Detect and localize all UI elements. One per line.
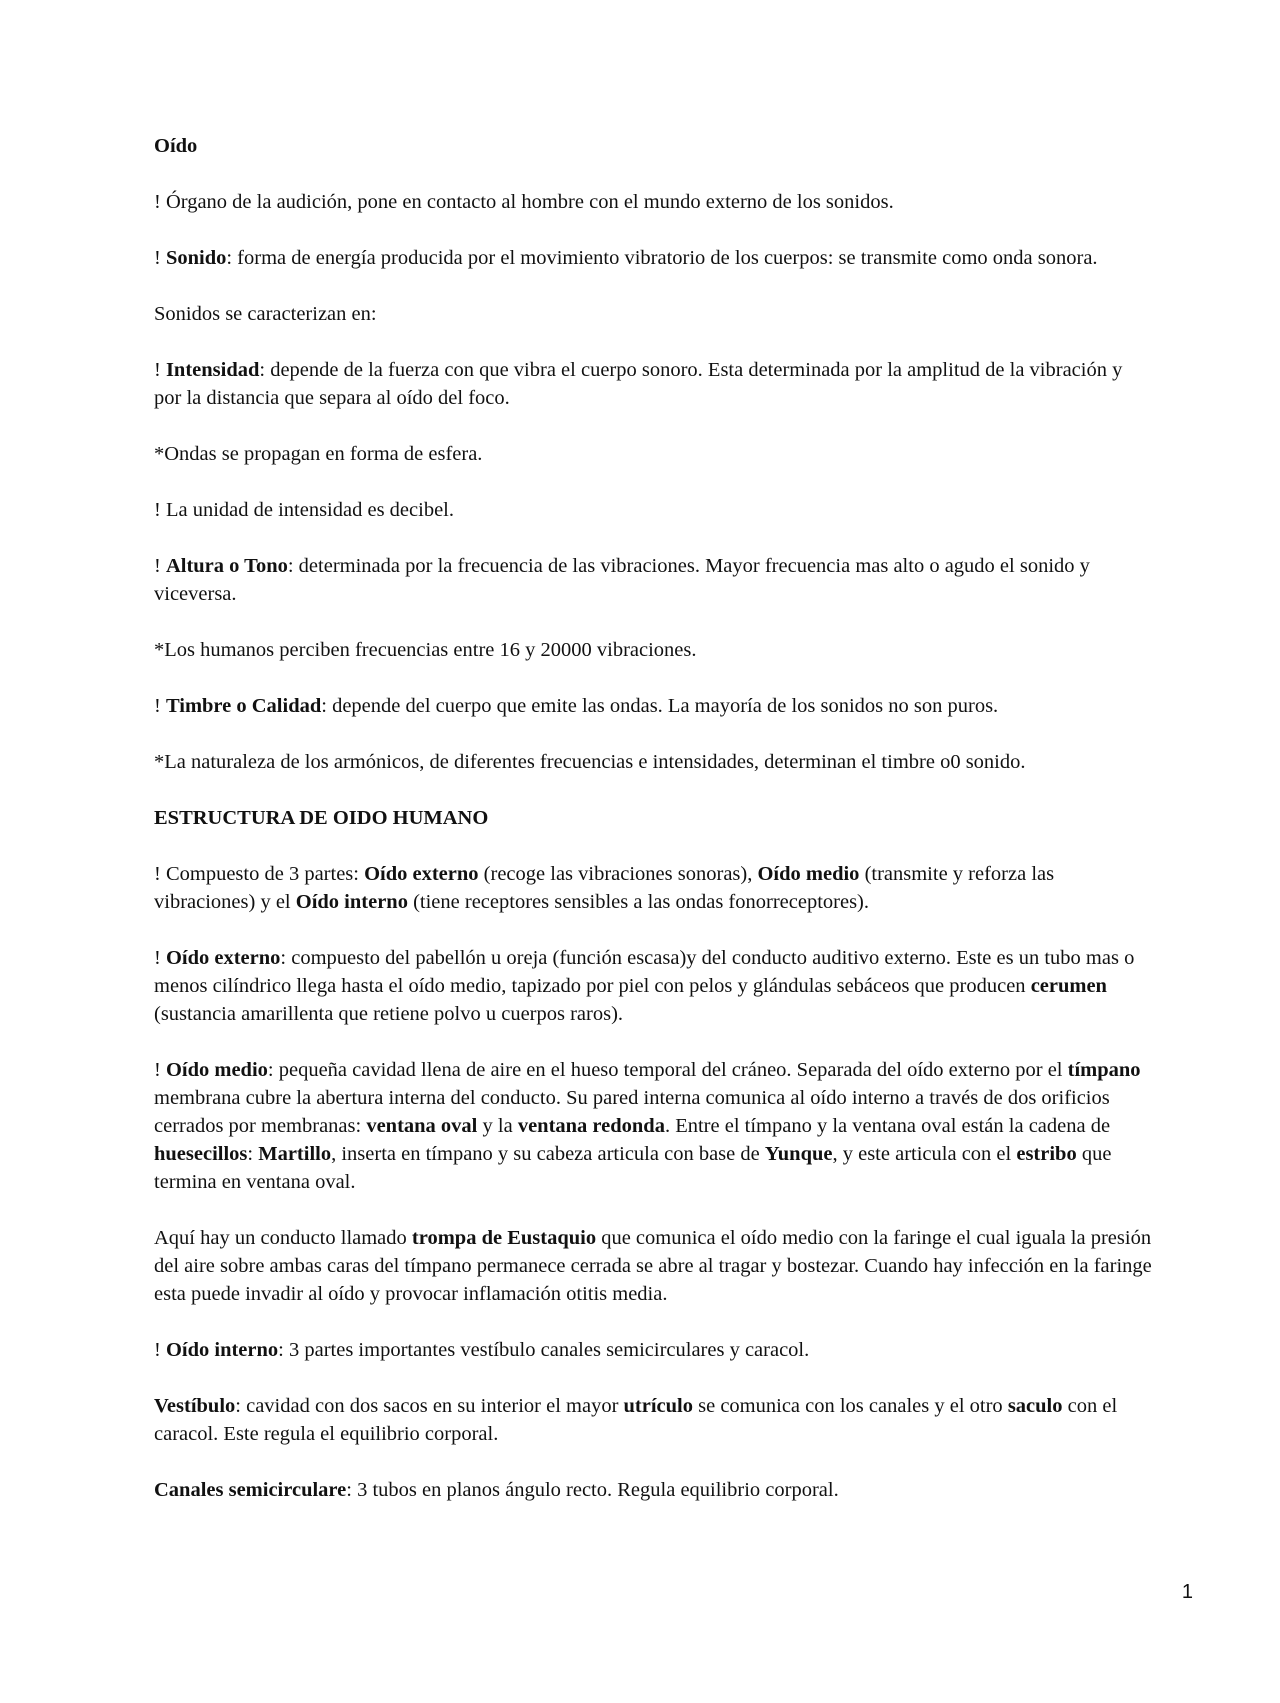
paragraph-text: (sustancia amarillenta que retiene polvo u cuerpos raros).	[154, 1003, 624, 1025]
paragraph-text: !	[154, 1059, 166, 1081]
paragraph-vestibulo	[154, 1392, 1154, 1448]
document-page	[154, 132, 1154, 1532]
paragraph-text: !	[154, 947, 166, 969]
term-vestibulo: Vestíbulo	[154, 1395, 236, 1417]
paragraph-text: : depende del cuerpo que emite las ondas. La mayoría de los sonidos no son puros.	[321, 695, 999, 717]
paragraph-intensidad	[154, 356, 1154, 412]
paragraph-prefix: !	[154, 695, 166, 717]
term-timpano: tímpano	[1067, 1059, 1141, 1081]
paragraph-frecuencias	[154, 636, 1154, 664]
paragraph-text: se comunica con los canales y el otro	[693, 1395, 1008, 1417]
term-oido-interno: Oído interno	[165, 1339, 279, 1361]
paragraph-sonido	[154, 244, 1154, 272]
paragraph-text: :	[247, 1143, 259, 1165]
term-martillo: Martillo	[258, 1143, 332, 1165]
paragraph-text: ! Órgano de la audición, pone en contacto al hombre con el mundo externo de los sonidos.	[154, 191, 894, 213]
paragraph-text: (transmite y reforza las vibraciones) y el	[154, 863, 1055, 913]
paragraph-canales	[154, 1476, 1154, 1504]
paragraph-text: (tiene receptores sensibles a las ondas fonorreceptores).	[407, 891, 870, 913]
paragraph-text: *Ondas se propagan en forma de esfera.	[154, 443, 483, 465]
paragraph-oido-medio	[154, 1056, 1154, 1196]
paragraph-text: !	[154, 1339, 166, 1361]
term-oido-medio: Oído medio	[757, 863, 860, 885]
paragraph-organo	[154, 188, 1154, 216]
paragraph-text: : forma de energía producida por el movimiento vibratorio de los cuerpos: se transmite como onda sonora.	[226, 247, 1098, 269]
term-ventana-redonda: ventana redonda	[517, 1115, 665, 1137]
term-altura-tono: Altura o Tono	[165, 555, 288, 577]
paragraph-text: : 3 tubos en planos ángulo recto. Regula equilibrio corporal.	[346, 1479, 839, 1501]
term-oido-medio: Oído medio	[165, 1059, 268, 1081]
term-cerumen: cerumen	[1030, 975, 1107, 997]
paragraph-altura	[154, 552, 1154, 608]
section-heading-estructura: ESTRUCTURA DE OIDO HUMANO	[154, 807, 489, 829]
paragraph-text: : determinada por la frecuencia de las vibraciones. Mayor frecuencia mas alto o agudo el sonido y viceversa.	[154, 555, 1090, 605]
term-canales-semicirculares: Canales semicirculare	[154, 1479, 347, 1501]
paragraph-text: Aquí hay un conducto llamado	[154, 1227, 412, 1249]
paragraph-prefix: !	[154, 247, 166, 269]
term-intensidad: Intensidad	[165, 359, 260, 381]
paragraph-text: ! Compuesto de 3 partes:	[154, 863, 365, 885]
paragraph-oido-interno	[154, 1336, 1154, 1364]
paragraph-text: Sonidos se caracterizan en:	[154, 303, 377, 325]
term-trompa-eustaquio: trompa de Eustaquio	[411, 1227, 597, 1249]
paragraph-text: que comunica el oído medio con la faringe el cual iguala la presión del aire sobre ambas caras del tímpano permanece cerrada se abre al tragar y bostezar. Cuando hay infección en la faringe esta puede invadir al oído y provocar inflamación otitis media.	[154, 1227, 1152, 1305]
paragraph-armonicos	[154, 748, 1154, 776]
paragraph-prefix: !	[154, 555, 166, 577]
term-oido-externo: Oído externo	[165, 947, 281, 969]
paragraph-text: , inserta en tímpano y su cabeza articula con base de	[331, 1143, 765, 1165]
paragraph-text: y la	[477, 1115, 518, 1137]
paragraph-text: , y este articula con el	[832, 1143, 1017, 1165]
paragraph-text: : pequeña cavidad llena de aire en el hueso temporal del cráneo. Separada del oído externo por el	[267, 1059, 1068, 1081]
paragraph-text: : depende de la fuerza con que vibra el cuerpo sonoro. Esta determinada por la amplitud de la vibración y por la distancia que separa al oído del foco.	[154, 359, 1123, 409]
paragraph-decibel	[154, 496, 1154, 524]
term-yunque: Yunque	[764, 1143, 833, 1165]
page-number: 1	[1181, 1581, 1193, 1603]
paragraph-compuesto	[154, 860, 1154, 916]
term-oido-externo: Oído externo	[364, 863, 479, 885]
paragraph-timbre	[154, 692, 1154, 720]
paragraph-ondas	[154, 440, 1154, 468]
term-ventana-oval: ventana oval	[366, 1115, 478, 1137]
paragraph-oido-externo	[154, 944, 1154, 1028]
term-timbre-calidad: Timbre o Calidad	[165, 695, 322, 717]
paragraph-text: ! La unidad de intensidad es decibel.	[154, 499, 454, 521]
term-saculo: saculo	[1007, 1395, 1063, 1417]
paragraph-trompa	[154, 1224, 1154, 1308]
paragraph-text: . Entre el tímpano y la ventana oval están la cadena de	[664, 1115, 1111, 1137]
paragraph-text: : compuesto del pabellón u oreja (función escasa)y del conducto auditivo externo. Este es un tubo mas o menos cilíndrico llega hasta el oído medio, tapizado por piel con pelos y glándulas sebáceos que producen	[154, 947, 1135, 997]
term-sonido: Sonido	[165, 247, 227, 269]
paragraph-caracterizan	[154, 300, 1154, 328]
paragraph-text: membrana cubre la abertura interna del conducto. Su pared interna comunica al oído interno a través de dos orificios cerrados por membranas:	[154, 1087, 1110, 1137]
term-estribo: estribo	[1016, 1143, 1077, 1165]
paragraph-text: *La naturaleza de los armónicos, de diferentes frecuencias e intensidades, determinan el timbre o0 sonido.	[154, 751, 1026, 773]
term-oido-interno: Oído interno	[295, 891, 408, 913]
document-title: Oído	[154, 135, 198, 157]
paragraph-text: que termina en ventana oval.	[154, 1143, 1112, 1193]
paragraph-prefix: !	[154, 359, 166, 381]
term-utriculo: utrículo	[623, 1395, 693, 1417]
paragraph-text: (recoge las vibraciones sonoras),	[478, 863, 758, 885]
paragraph-text: con el caracol. Este regula el equilibrio corporal.	[154, 1395, 1118, 1445]
paragraph-text: : 3 partes importantes vestíbulo canales semicirculares y caracol.	[278, 1339, 810, 1361]
paragraph-text: *Los humanos perciben frecuencias entre 16 y 20000 vibraciones.	[154, 639, 697, 661]
term-huesecillos: huesecillos	[154, 1143, 248, 1165]
paragraph-text: : cavidad con dos sacos en su interior el mayor	[235, 1395, 624, 1417]
